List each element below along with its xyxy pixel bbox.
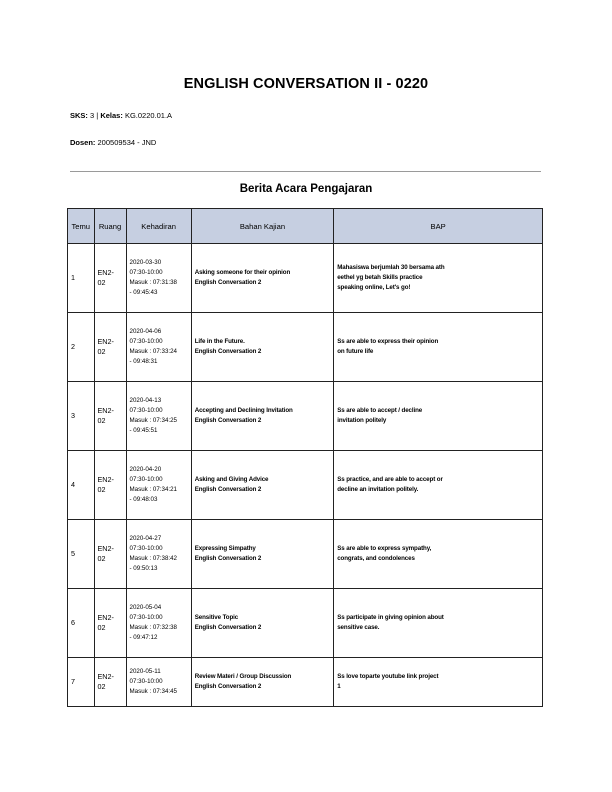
cell-ruang bbox=[94, 589, 126, 658]
cell-bap bbox=[334, 658, 543, 707]
cell-kehadiran-line: Masuk : 07:32:38 bbox=[129, 624, 177, 631]
cell-ruang bbox=[94, 451, 126, 520]
cell-kehadiran-line: 2020-04-20 bbox=[129, 466, 162, 473]
table-body bbox=[68, 244, 543, 707]
cell-bahan-kajian-line: Review Materi / Group Discussion bbox=[194, 673, 292, 680]
cell-kehadiran-line: - 09:45:51 bbox=[129, 427, 158, 434]
cell-ruang-line: 02 bbox=[97, 416, 106, 425]
cell-kehadiran bbox=[126, 451, 191, 520]
cell-ruang-line: 02 bbox=[97, 347, 106, 356]
cell-bahan-kajian-line: English Conversation 2 bbox=[194, 683, 262, 690]
lecturer-meta bbox=[70, 138, 156, 147]
cell-kehadiran-line: 2020-03-30 bbox=[129, 259, 162, 266]
cell-bap-line: eethel yg betah Skills practice bbox=[337, 274, 423, 281]
cell-kehadiran bbox=[126, 658, 191, 707]
cell-bahan-kajian-line: English Conversation 2 bbox=[194, 417, 262, 424]
cell-temu: 2 bbox=[68, 313, 95, 382]
cell-ruang-line: 02 bbox=[97, 485, 106, 494]
cell-bap bbox=[334, 244, 543, 313]
cell-kehadiran-line: Masuk : 07:31:38 bbox=[129, 279, 177, 286]
cell-ruang bbox=[94, 244, 126, 313]
cell-bahan-kajian-line: English Conversation 2 bbox=[194, 555, 262, 562]
cell-kehadiran-line: Masuk : 07:34:25 bbox=[129, 417, 177, 424]
header-temu: Temu bbox=[68, 209, 95, 244]
header-bap: BAP bbox=[334, 209, 543, 244]
course-meta bbox=[70, 111, 172, 120]
table-row bbox=[68, 244, 543, 313]
cell-ruang-line: EN2- bbox=[97, 544, 114, 553]
cell-bap bbox=[334, 313, 543, 382]
dosen-label: Dosen: bbox=[70, 138, 96, 147]
cell-bap-line: invitation politely bbox=[337, 417, 387, 424]
kelas-value: KG.0220.01.A bbox=[124, 111, 173, 120]
table-row bbox=[68, 451, 543, 520]
cell-bap bbox=[334, 382, 543, 451]
cell-ruang-line: 02 bbox=[97, 682, 106, 691]
cell-kehadiran-line: Masuk : 07:34:45 bbox=[129, 688, 177, 695]
cell-ruang-line: EN2- bbox=[97, 672, 114, 681]
cell-bahan-kajian-line: English Conversation 2 bbox=[194, 486, 262, 493]
cell-ruang bbox=[94, 313, 126, 382]
cell-bap-line: Ss are able to express sympathy, bbox=[337, 545, 432, 552]
cell-bahan-kajian bbox=[191, 313, 334, 382]
cell-kehadiran-line: Masuk : 07:38:42 bbox=[129, 555, 177, 562]
meta-separator: | bbox=[96, 111, 99, 120]
cell-bap-line: congrats, and condolences bbox=[337, 555, 415, 562]
cell-bap-line: Mahasiswa berjumlah 30 bersama ath bbox=[337, 264, 445, 271]
cell-kehadiran-line: 2020-04-27 bbox=[129, 535, 162, 542]
cell-bahan-kajian bbox=[191, 589, 334, 658]
cell-bap bbox=[334, 589, 543, 658]
cell-kehadiran-line: 07:30-10:00 bbox=[129, 476, 163, 483]
cell-kehadiran bbox=[126, 520, 191, 589]
cell-bahan-kajian bbox=[191, 520, 334, 589]
cell-bap-line: Ss love toparte youtube link project bbox=[337, 673, 439, 680]
cell-kehadiran bbox=[126, 313, 191, 382]
cell-kehadiran-line: 07:30-10:00 bbox=[129, 269, 163, 276]
cell-bap-line: 1 bbox=[337, 683, 341, 690]
cell-kehadiran-line: - 09:47:12 bbox=[129, 634, 158, 641]
kelas-label: Kelas: bbox=[100, 111, 123, 120]
cell-ruang-line: EN2- bbox=[97, 337, 114, 346]
cell-kehadiran-line: - 09:45:43 bbox=[129, 289, 158, 296]
cell-temu: 7 bbox=[68, 658, 95, 707]
cell-kehadiran-line: - 09:50:13 bbox=[129, 565, 158, 572]
cell-kehadiran-line: - 09:48:31 bbox=[129, 358, 158, 365]
cell-bahan-kajian bbox=[191, 451, 334, 520]
cell-bahan-kajian-line: Accepting and Declining Invitation bbox=[194, 407, 293, 414]
cell-bap-line: on future life bbox=[337, 348, 374, 355]
header-bahan-kajian: Bahan Kajian bbox=[191, 209, 334, 244]
cell-kehadiran-line: Masuk : 07:34:21 bbox=[129, 486, 177, 493]
cell-kehadiran-line: 07:30-10:00 bbox=[129, 614, 163, 621]
cell-kehadiran bbox=[126, 382, 191, 451]
cell-bahan-kajian bbox=[191, 382, 334, 451]
table-row bbox=[68, 589, 543, 658]
cell-bahan-kajian bbox=[191, 658, 334, 707]
cell-ruang bbox=[94, 382, 126, 451]
cell-temu: 5 bbox=[68, 520, 95, 589]
cell-kehadiran-line: Masuk : 07:33:24 bbox=[129, 348, 177, 355]
cell-bap-line: decline an invitation politely. bbox=[337, 486, 419, 493]
cell-kehadiran-line: 07:30-10:00 bbox=[129, 338, 163, 345]
cell-bap-line: Ss are able to express their opinion bbox=[337, 338, 439, 345]
table-row bbox=[68, 313, 543, 382]
cell-bahan-kajian-line: Expressing Simpathy bbox=[194, 545, 256, 552]
cell-ruang bbox=[94, 520, 126, 589]
course-title: ENGLISH CONVERSATION II - 0220 bbox=[183, 76, 429, 92]
sks-label: SKS: bbox=[70, 111, 88, 120]
cell-bahan-kajian-line: English Conversation 2 bbox=[194, 279, 262, 286]
cell-kehadiran-line: 07:30-10:00 bbox=[129, 678, 163, 685]
table-row bbox=[68, 382, 543, 451]
table-row bbox=[68, 520, 543, 589]
cell-temu: 4 bbox=[68, 451, 95, 520]
cell-bahan-kajian-line: English Conversation 2 bbox=[194, 348, 262, 355]
cell-bap-line: Ss are able to accept / decline bbox=[337, 407, 423, 414]
cell-bap bbox=[334, 520, 543, 589]
cell-bap-line: sensitive case. bbox=[337, 624, 380, 631]
cell-bahan-kajian-line: Asking and Giving Advice bbox=[194, 476, 269, 483]
cell-ruang-line: EN2- bbox=[97, 406, 114, 415]
cell-ruang-line: EN2- bbox=[97, 613, 114, 622]
cell-temu: 6 bbox=[68, 589, 95, 658]
cell-bahan-kajian-line: Asking someone for their opinion bbox=[194, 269, 291, 276]
teaching-log-table bbox=[67, 208, 543, 707]
cell-bahan-kajian bbox=[191, 244, 334, 313]
cell-kehadiran bbox=[126, 589, 191, 658]
cell-bap-line: Ss participate in giving opinion about bbox=[337, 614, 444, 621]
cell-kehadiran-line: - 09:48:03 bbox=[129, 496, 158, 503]
cell-bahan-kajian-line: Sensitive Topic bbox=[194, 614, 239, 621]
cell-ruang-line: 02 bbox=[97, 278, 106, 287]
header-ruang: Ruang bbox=[94, 209, 126, 244]
sks-value: 3 bbox=[90, 111, 95, 120]
cell-ruang bbox=[94, 658, 126, 707]
cell-kehadiran-line: 2020-04-13 bbox=[129, 397, 162, 404]
cell-bap bbox=[334, 451, 543, 520]
cell-bahan-kajian-line: Life in the Future. bbox=[194, 338, 245, 345]
cell-kehadiran-line: 07:30-10:00 bbox=[129, 545, 163, 552]
table-row bbox=[68, 658, 543, 707]
cell-kehadiran-line: 2020-05-11 bbox=[129, 668, 161, 675]
dosen-value: 200509534 - JND bbox=[97, 138, 157, 147]
cell-bahan-kajian-line: English Conversation 2 bbox=[194, 624, 262, 631]
cell-ruang-line: 02 bbox=[97, 554, 106, 563]
cell-ruang-line: 02 bbox=[97, 623, 106, 632]
cell-temu: 3 bbox=[68, 382, 95, 451]
cell-kehadiran-line: 2020-05-04 bbox=[129, 604, 162, 611]
cell-kehadiran-line: 07:30-10:00 bbox=[129, 407, 163, 414]
table-header-row bbox=[68, 209, 543, 244]
cell-bap-line: speaking online, Let's go! bbox=[337, 284, 411, 291]
divider bbox=[70, 171, 541, 172]
header-kehadiran: Kehadiran bbox=[126, 209, 191, 244]
cell-kehadiran bbox=[126, 244, 191, 313]
cell-bap-line: Ss practice, and are able to accept or bbox=[337, 476, 443, 483]
cell-ruang-line: EN2- bbox=[97, 268, 114, 277]
section-title: Berita Acara Pengajaran bbox=[239, 183, 373, 195]
cell-ruang-line: EN2- bbox=[97, 475, 114, 484]
cell-temu: 1 bbox=[68, 244, 95, 313]
cell-kehadiran-line: 2020-04-06 bbox=[129, 328, 162, 335]
